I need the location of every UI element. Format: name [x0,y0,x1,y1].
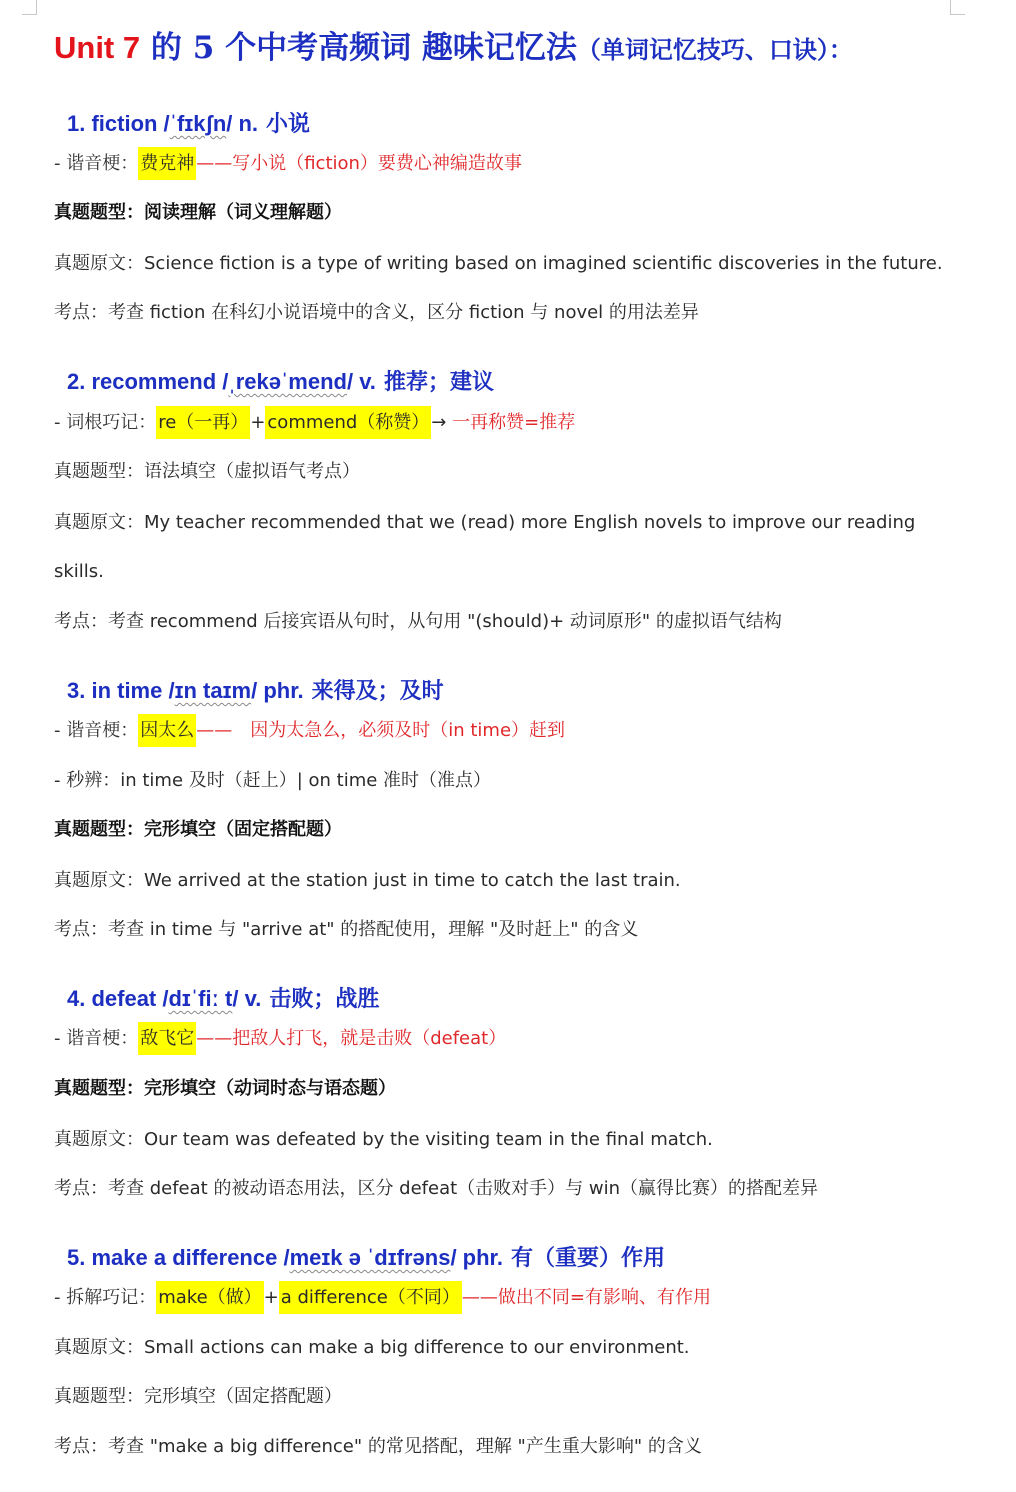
page-title [54,24,994,74]
word-pos: / n. [226,111,259,136]
question-type: 真题题型：阅读理解（词义理解题） [54,202,342,223]
tip-explanation: 一再称赞=推荐 [452,412,576,433]
tip-explanation: ——做出不同=有影响、有作用 [461,1287,711,1308]
word-phonetic: ɪn taɪm [174,678,252,703]
quick-distinction: - 秒辨：in time 及时（赶上）| on time 准时（准点） [54,770,492,791]
word-phonetic: ˈfɪkʃn [169,111,227,136]
exam-point: 考点：考查 in time 与 "arrive at" 的搭配使用，理解 "及时赶上" 的含义 [54,919,639,940]
word-pos: / phr. [450,1245,504,1270]
exam-original-sentence: 真题原文：My teacher recommended that we (read) more English novels to improve our reading [54,512,916,533]
question-type: 真题题型：完形填空（固定搭配题） [54,1386,342,1407]
question-type: 真题题型：完形填空（动词时态与语态题） [54,1078,396,1099]
tip-highlight: commend（称赞） [265,406,431,439]
word-pos: / v. [232,986,262,1011]
word-heading-make-a-difference [67,1242,665,1274]
tip-label: - 谐音梗： [54,1028,139,1049]
tip-highlight: 敌飞它 [138,1022,196,1055]
tip-plus: + [250,412,266,433]
tip-highlight: a difference（不同） [279,1281,462,1314]
word-text: 5. make a difference / [67,1245,290,1270]
exam-original-sentence: 真题原文：We arrived at the station just in time to catch the last train. [54,870,681,891]
word-phonetic: meɪk ə ˈdɪfrəns [289,1245,451,1270]
exam-original-sentence: 真题原文：Small actions can make a big difference to our environment. [54,1337,690,1358]
word-text: 4. defeat / [67,986,169,1011]
exam-point: 考点：考查 fiction 在科幻小说语境中的含义，区分 fiction 与 novel 的用法差异 [54,302,699,323]
exam-point: 考点：考查 "make a big difference" 的常见搭配，理解 "产生重大影响" 的含义 [54,1436,702,1457]
tip-highlight: 费克神 [138,147,196,180]
word-heading-fiction [67,108,310,140]
word-meaning: 推荐；建议 [383,369,494,395]
question-type: 真题题型：语法填空（虚拟语气考点） [54,461,360,482]
title-colon: ： [828,35,853,64]
memory-tip [54,1026,974,1052]
tip-explanation: ——写小说（fiction）要费心神编造故事 [196,153,522,174]
word-meaning: 击败；战胜 [269,986,380,1012]
arrow-icon: → [431,412,453,433]
tip-highlight: re（一再） [156,406,250,439]
tip-explanation: ——把敌人打飞，就是击败（defeat） [196,1028,507,1049]
memory-tip [54,151,974,177]
question-type: 真题题型：完形填空（固定搭配题） [54,819,342,840]
word-text: 2. recommend / [67,369,229,394]
tip-label: - 谐音梗： [54,153,139,174]
word-heading-defeat [67,983,379,1015]
word-phonetic: ˌrekəˈmend [228,369,347,394]
exam-point: 考点：考查 defeat 的被动语态用法，区分 defeat（击败对手）与 win（赢得比赛）的搭配差异 [54,1178,819,1199]
tip-label: - 词根巧记： [54,412,157,433]
page-corner-mark-left [22,0,37,15]
exam-original-sentence: 真题原文：Science fiction is a type of writing based on imagined scientific discoveries in the future. [54,253,943,274]
word-meaning: 小说 [266,111,311,137]
word-meaning: 有（重要）作用 [511,1245,666,1271]
tip-highlight: make（做） [156,1281,263,1314]
tip-highlight: 因太么 [138,714,196,747]
word-text: 1. fiction / [67,111,170,136]
word-text: 3. in time / [67,678,175,703]
title-main: 的 5 个中考高频词 趣味记忆法 [150,30,577,66]
word-pos: / v. [346,369,376,394]
tip-explanation: —— 因为太急么，必须及时（in time）赶到 [196,720,566,741]
word-pos: / phr. [251,678,304,703]
exam-point: 考点：考查 recommend 后接宾语从句时，从句用 "(should)+ 动词原形" 的虚拟语气结构 [54,611,782,632]
tip-plus: + [263,1287,279,1308]
page-corner-mark-right [950,0,965,15]
memory-tip [54,410,974,436]
title-unit: Unit 7 [54,30,141,65]
word-phonetic: dɪˈfiː t [168,986,233,1011]
exam-original-sentence: 真题原文：Our team was defeated by the visiting team in the final match. [54,1129,713,1150]
tip-label: - 谐音梗： [54,720,139,741]
word-heading-in-time [67,675,444,707]
memory-tip [54,718,974,744]
tip-label: - 拆解巧记： [54,1287,157,1308]
title-sub: （单词记忆技巧、口诀） [576,35,829,64]
word-meaning: 来得及；及时 [311,678,444,704]
word-heading-recommend [67,366,494,398]
exam-original-sentence-continued: skills. [54,561,104,582]
memory-tip [54,1285,974,1311]
